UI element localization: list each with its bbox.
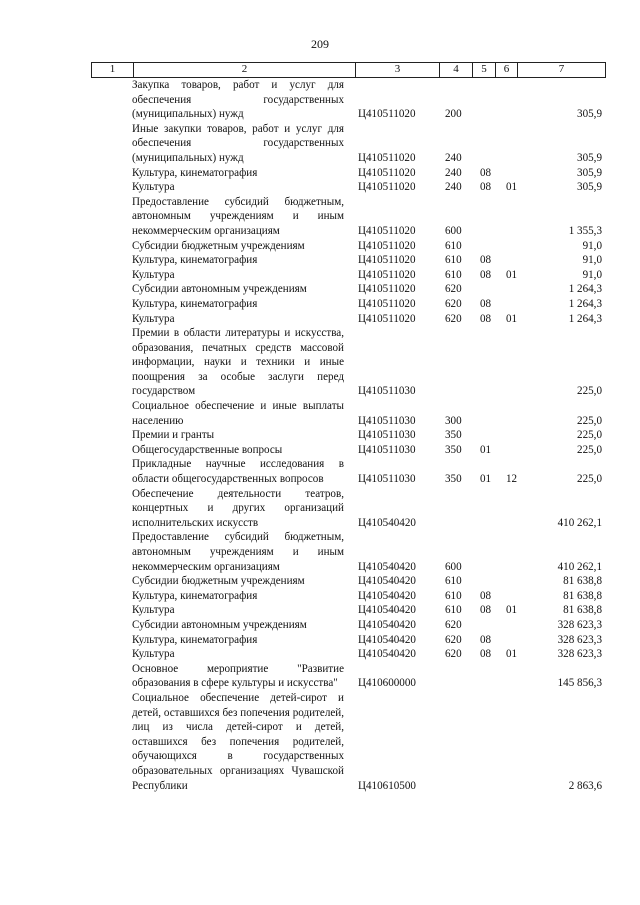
row-section: 08 bbox=[480, 312, 492, 325]
row-name: Культура, кинематография bbox=[132, 589, 258, 602]
table-row bbox=[91, 691, 606, 793]
row-expense-type: 620 bbox=[445, 633, 462, 646]
row-amount: 225,0 bbox=[577, 385, 602, 398]
row-target-code: Ц410511030 bbox=[358, 414, 416, 427]
row-name: Культура, кинематография bbox=[132, 633, 258, 646]
table-row bbox=[91, 647, 606, 662]
row-target-code: Ц410511020 bbox=[358, 239, 416, 252]
row-section: 08 bbox=[480, 633, 492, 646]
row-section: 08 bbox=[480, 166, 492, 179]
table-header bbox=[91, 62, 606, 78]
table-row bbox=[91, 297, 606, 312]
row-expense-type: 200 bbox=[445, 108, 462, 121]
row-name: Премии и гранты bbox=[132, 429, 215, 442]
row-expense-type: 610 bbox=[445, 239, 462, 252]
row-amount: 91,0 bbox=[582, 254, 602, 267]
row-name: Культура bbox=[132, 268, 175, 281]
header-col-4: 4 bbox=[440, 63, 473, 77]
table-row bbox=[91, 662, 606, 691]
table-row bbox=[91, 574, 606, 589]
row-target-code: Ц410511020 bbox=[358, 166, 416, 179]
row-amount: 1 264,3 bbox=[568, 283, 602, 296]
row-expense-type: 620 bbox=[445, 618, 462, 631]
row-name: Предоставление субсидий бюджетным, автономным учреждениям и иным некоммерческим организациям bbox=[132, 531, 344, 573]
row-expense-type: 600 bbox=[445, 560, 462, 573]
row-amount: 81 638,8 bbox=[563, 589, 602, 602]
row-name: Культура bbox=[132, 312, 175, 325]
row-target-code: Ц410540420 bbox=[358, 648, 416, 661]
table-row bbox=[91, 78, 606, 122]
row-section: 08 bbox=[480, 254, 492, 267]
row-subsection: 01 bbox=[506, 648, 518, 661]
row-expense-type: 350 bbox=[445, 429, 462, 442]
row-name: Обеспечение деятельности театров, концертных и других организаций исполнительских искусств bbox=[132, 487, 344, 529]
header-col-7: 7 bbox=[558, 63, 565, 75]
row-expense-type: 240 bbox=[445, 166, 462, 179]
budget-table bbox=[91, 62, 606, 793]
row-target-code: Ц410540420 bbox=[358, 633, 416, 646]
row-target-code: Ц410511020 bbox=[358, 283, 416, 296]
row-name: Субсидии бюджетным учреждениям bbox=[132, 575, 305, 588]
row-expense-type: 620 bbox=[445, 648, 462, 661]
table-row bbox=[91, 282, 606, 297]
row-name: Премии в области литературы и искусства, образования, печатных средств массовой информации, науки и техники и иные поощрения за особые заслуги перед государством bbox=[132, 327, 344, 398]
row-amount: 1 355,3 bbox=[568, 224, 602, 237]
row-name: Иные закупки товаров, работ и услуг для обеспечения государственных (муниципальных) нужд bbox=[132, 122, 344, 164]
row-name: Основное мероприятие "Развитие образования в сфере культуры и искусства" bbox=[132, 662, 344, 690]
row-subsection: 01 bbox=[506, 604, 518, 617]
table-body bbox=[91, 78, 606, 793]
row-target-code: Ц410511020 bbox=[358, 151, 416, 164]
row-section: 08 bbox=[480, 181, 492, 194]
row-target-code: Ц410600000 bbox=[358, 677, 416, 690]
row-subsection: 12 bbox=[506, 473, 518, 486]
row-expense-type: 350 bbox=[445, 473, 462, 486]
row-target-code: Ц410511020 bbox=[358, 297, 416, 310]
row-subsection: 01 bbox=[506, 181, 518, 194]
row-name: Социальное обеспечение детей-сирот и детей, оставшихся без попечения родителей, лиц из числа детей-сирот и детей, оставшихся без попечения родителей, обучающихся в государственных образовательных организациях Чувашской Республики bbox=[132, 691, 344, 792]
row-target-code: Ц410540420 bbox=[358, 575, 416, 588]
row-name: Социальное обеспечение и иные выплаты населению bbox=[132, 400, 344, 427]
table-row bbox=[91, 487, 606, 531]
row-name: Культура bbox=[132, 181, 175, 194]
row-amount: 1 264,3 bbox=[568, 297, 602, 310]
row-name: Закупка товаров, работ и услуг для обеспечения государственных (муниципальных) нужд bbox=[132, 79, 344, 121]
header-col-1: 1 bbox=[92, 63, 134, 77]
row-expense-type: 620 bbox=[445, 312, 462, 325]
table-row bbox=[91, 166, 606, 181]
row-section: 08 bbox=[480, 297, 492, 310]
row-name: Культура, кинематография bbox=[132, 166, 258, 179]
table-row bbox=[91, 457, 606, 486]
row-amount: 225,0 bbox=[577, 429, 602, 442]
row-target-code: Ц410511030 bbox=[358, 429, 416, 442]
row-target-code: Ц410540420 bbox=[358, 516, 416, 529]
table-row bbox=[91, 195, 606, 239]
row-target-code: Ц410540420 bbox=[358, 604, 416, 617]
row-expense-type: 620 bbox=[445, 297, 462, 310]
row-section: 08 bbox=[480, 268, 492, 281]
row-amount: 1 264,3 bbox=[568, 312, 602, 325]
row-target-code: Ц410540420 bbox=[358, 560, 416, 573]
table-row bbox=[91, 253, 606, 268]
row-amount: 328 623,3 bbox=[557, 648, 602, 661]
row-amount: 410 262,1 bbox=[557, 560, 602, 573]
row-amount: 225,0 bbox=[577, 414, 602, 427]
row-amount: 410 262,1 bbox=[557, 516, 602, 529]
table-row bbox=[91, 239, 606, 254]
row-name: Культура, кинематография bbox=[132, 297, 258, 310]
table-row bbox=[91, 268, 606, 283]
page-number: 209 bbox=[311, 37, 329, 51]
table-row bbox=[91, 312, 606, 327]
row-target-code: Ц410511020 bbox=[358, 312, 416, 325]
row-name: Субсидии автономным учреждениям bbox=[132, 618, 307, 631]
row-target-code: Ц410540420 bbox=[358, 618, 416, 631]
row-name: Прикладные научные исследования в области общегосударственных вопросов bbox=[132, 458, 344, 486]
table-row bbox=[91, 603, 606, 618]
row-amount: 328 623,3 bbox=[557, 618, 602, 631]
header-col-2: 2 bbox=[134, 63, 356, 77]
table-row bbox=[91, 618, 606, 633]
row-target-code: Ц410610500 bbox=[358, 779, 416, 792]
row-target-code: Ц410511030 bbox=[358, 473, 416, 486]
row-expense-type: 240 bbox=[445, 181, 462, 194]
row-name: Культура bbox=[132, 648, 175, 661]
row-amount: 305,9 bbox=[577, 166, 602, 179]
row-expense-type: 240 bbox=[445, 151, 462, 164]
row-amount: 305,9 bbox=[577, 151, 602, 164]
row-amount: 2 863,6 bbox=[568, 779, 602, 792]
table-row bbox=[91, 122, 606, 166]
row-expense-type: 610 bbox=[445, 589, 462, 602]
row-name: Культура, кинематография bbox=[132, 254, 258, 267]
row-subsection: 01 bbox=[506, 312, 518, 325]
row-amount: 225,0 bbox=[577, 443, 602, 456]
table-row bbox=[91, 589, 606, 604]
row-expense-type: 610 bbox=[445, 575, 462, 588]
header-col-5: 5 bbox=[473, 63, 496, 77]
row-target-code: Ц410511020 bbox=[358, 254, 416, 267]
row-name: Общегосударственные вопросы bbox=[132, 443, 283, 456]
table-row bbox=[91, 530, 606, 574]
row-amount: 225,0 bbox=[577, 473, 602, 486]
row-subsection: 01 bbox=[506, 268, 518, 281]
row-expense-type: 350 bbox=[445, 443, 462, 456]
row-target-code: Ц410511020 bbox=[358, 108, 416, 121]
row-target-code: Ц410511030 bbox=[358, 443, 416, 456]
table-row bbox=[91, 326, 606, 399]
row-name: Культура bbox=[132, 604, 175, 617]
row-amount: 91,0 bbox=[582, 239, 602, 252]
row-target-code: Ц410511020 bbox=[358, 224, 416, 237]
row-target-code: Ц410511020 bbox=[358, 181, 416, 194]
table-row bbox=[91, 428, 606, 443]
row-expense-type: 620 bbox=[445, 283, 462, 296]
row-expense-type: 610 bbox=[445, 268, 462, 281]
row-name: Субсидии автономным учреждениям bbox=[132, 283, 307, 296]
row-target-code: Ц410511020 bbox=[358, 268, 416, 281]
row-section: 08 bbox=[480, 648, 492, 661]
row-section: 08 bbox=[480, 604, 492, 617]
row-expense-type: 300 bbox=[445, 414, 462, 427]
row-target-code: Ц410540420 bbox=[358, 589, 416, 602]
row-expense-type: 610 bbox=[445, 604, 462, 617]
row-amount: 81 638,8 bbox=[563, 604, 602, 617]
row-expense-type: 610 bbox=[445, 254, 462, 267]
header-col-6: 6 bbox=[496, 63, 518, 77]
header-col-3: 3 bbox=[356, 63, 440, 77]
row-name: Субсидии бюджетным учреждениям bbox=[132, 239, 305, 252]
row-target-code: Ц410511030 bbox=[358, 385, 416, 398]
row-section: 01 bbox=[480, 443, 492, 456]
table-row bbox=[91, 180, 606, 195]
row-amount: 305,9 bbox=[577, 108, 602, 121]
row-name: Предоставление субсидий бюджетным, автономным учреждениям и иным некоммерческим организациям bbox=[132, 195, 344, 237]
row-amount: 81 638,8 bbox=[563, 575, 602, 588]
row-section: 01 bbox=[480, 473, 492, 486]
table-row bbox=[91, 399, 606, 428]
row-amount: 328 623,3 bbox=[557, 633, 602, 646]
table-row bbox=[91, 633, 606, 648]
row-amount: 305,9 bbox=[577, 181, 602, 194]
row-section: 08 bbox=[480, 589, 492, 602]
row-amount: 91,0 bbox=[582, 268, 602, 281]
table-row bbox=[91, 443, 606, 458]
row-expense-type: 600 bbox=[445, 224, 462, 237]
row-amount: 145 856,3 bbox=[557, 677, 602, 690]
